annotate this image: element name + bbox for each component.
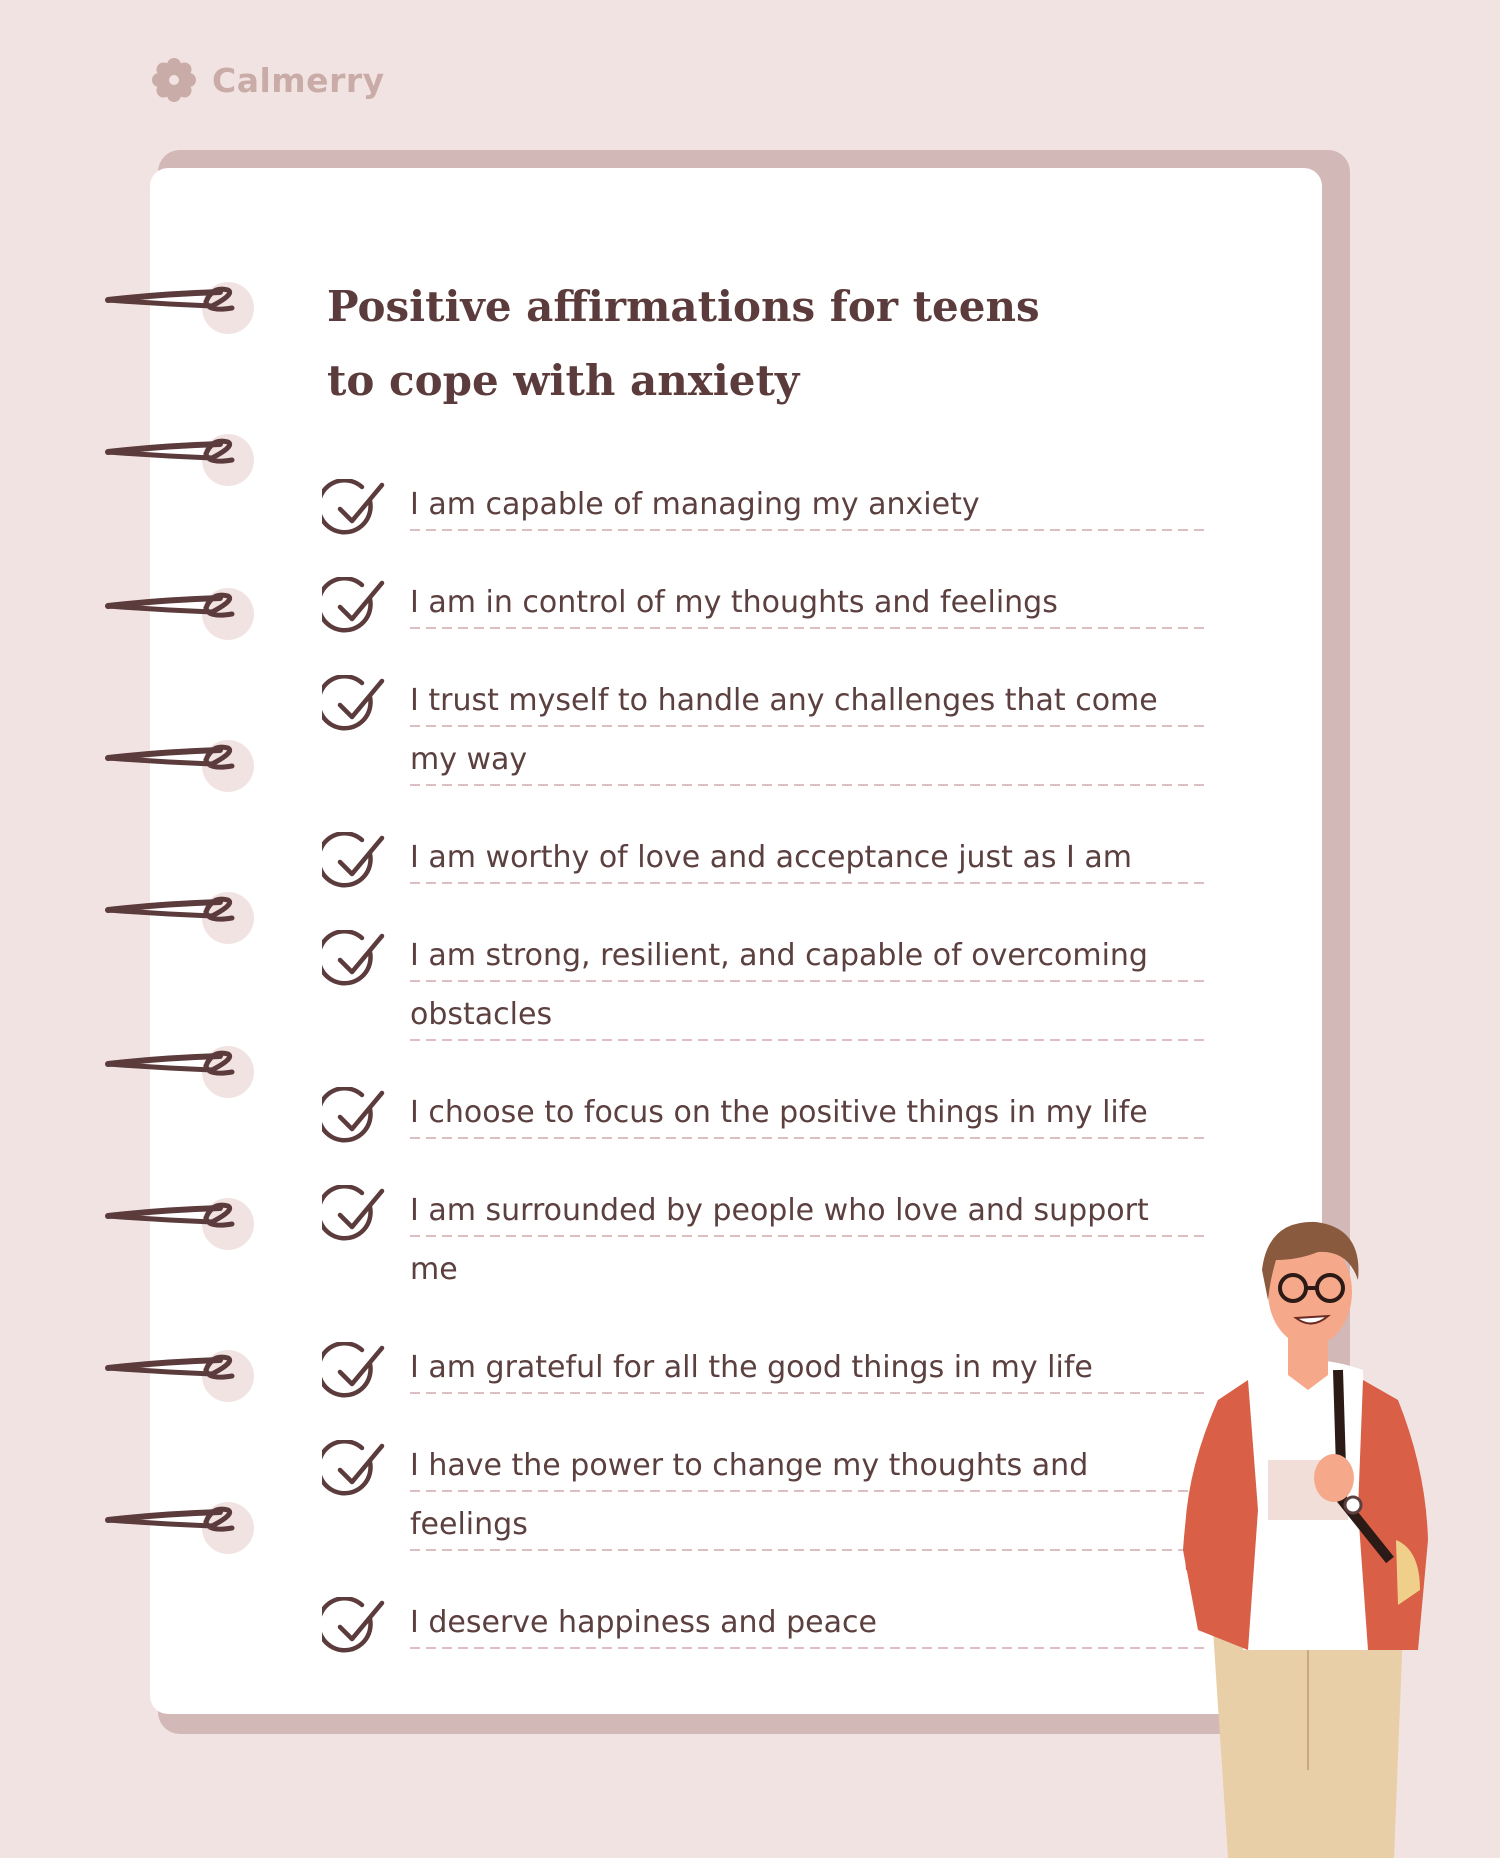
affirmation-text: I am capable of managing my anxiety [410,475,1205,534]
checkmark-icon [322,1087,386,1149]
page-title [327,270,1087,418]
spiral-ring [100,1196,260,1252]
spiral-ring [100,1500,260,1556]
spiral-ring [100,1348,260,1404]
flower-logo-icon [150,56,198,104]
affirmation-list [322,475,1210,1691]
checkmark-icon [322,930,386,992]
checkmark-icon [322,675,386,737]
title-line-2: to cope with anxiety [327,356,800,405]
list-item [322,1593,1210,1652]
checkmark-icon [322,577,386,639]
affirmation-text: I trust myself to handle any challenges that come my way [410,671,1205,789]
affirmation-text: I am surrounded by people who love and support me [410,1181,1205,1299]
affirmation-text: I am worthy of love and acceptance just as I am [410,828,1205,887]
checkmark-icon [322,1597,386,1659]
list-item [322,1181,1210,1299]
spiral-ring [100,280,260,336]
checkmark-icon [322,1185,386,1247]
spiral-ring [100,890,260,946]
list-item [322,573,1210,632]
checkmark-icon [322,479,386,541]
spiral-ring [100,738,260,794]
title-line-1: Positive affirmations for teens [327,282,1040,331]
list-item [322,1338,1210,1397]
student-illustration [1158,1210,1458,1858]
affirmation-text: I deserve happiness and peace [410,1593,1205,1652]
list-item [322,828,1210,887]
affirmation-text: I am in control of my thoughts and feelings [410,573,1205,632]
affirmation-text: I choose to focus on the positive things in my life [410,1083,1205,1142]
brand-logo [150,56,385,104]
checkmark-icon [322,1342,386,1404]
list-item [322,475,1210,534]
brand-name: Calmerry [212,60,385,100]
checkmark-icon [322,832,386,894]
list-item [322,671,1210,789]
spiral-ring [100,1044,260,1100]
spiral-ring [100,586,260,642]
list-item [322,1083,1210,1142]
list-item [322,1436,1210,1554]
affirmation-text: I am grateful for all the good things in my life [410,1338,1205,1397]
spiral-ring [100,432,260,488]
affirmation-text: I have the power to change my thoughts and feelings [410,1436,1205,1554]
checkmark-icon [322,1440,386,1502]
affirmation-text: I am strong, resilient, and capable of overcoming obstacles [410,926,1205,1044]
list-item [322,926,1210,1044]
